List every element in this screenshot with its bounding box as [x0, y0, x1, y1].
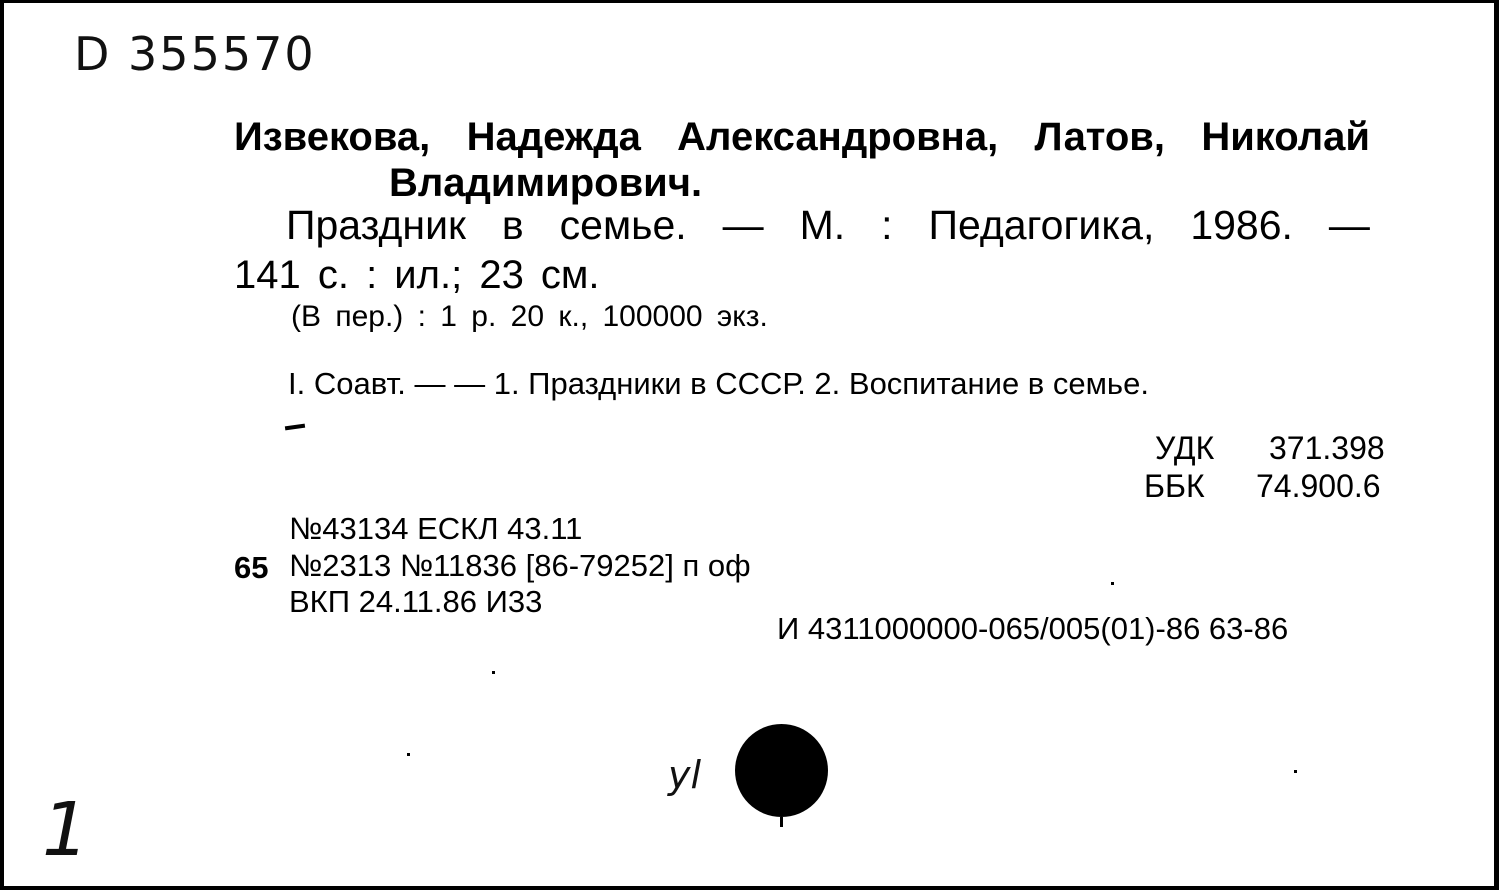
ink-speck	[1111, 582, 1114, 585]
udk-label: УДК	[1155, 430, 1215, 466]
title-word: —	[722, 202, 764, 248]
title-word: в	[501, 202, 524, 248]
author-word: Николай	[1201, 115, 1370, 159]
title-word: семье.	[559, 202, 687, 248]
author-word: Латов,	[1034, 115, 1166, 159]
title-word: М.	[799, 202, 846, 248]
ink-speck	[285, 424, 305, 431]
authors-line-2: Владимирович.	[389, 161, 703, 205]
record-line-3: ВКП 24.11.86 И33	[289, 584, 543, 619]
author-word: Извекова,	[234, 115, 431, 159]
bbk-value: 74.900.6	[1256, 468, 1381, 504]
ink-speck	[492, 671, 495, 674]
handwritten-mark: 1	[42, 787, 90, 873]
handwritten-note: yl	[668, 753, 702, 797]
ink-speck	[407, 753, 410, 756]
record-line-2: №2313 №11836 [86-79252] п оф	[289, 548, 751, 583]
title-word: Педагогика,	[928, 202, 1155, 248]
ink-speck	[1294, 770, 1297, 773]
punch-hole	[735, 724, 828, 817]
isbn-line: И 4311000000-065/005(01)-86 63-86	[777, 611, 1289, 646]
inventory-number: D 355570	[74, 27, 316, 81]
title-word: Праздник	[286, 202, 466, 248]
author-word: Надежда	[466, 115, 641, 159]
ink-speck	[780, 817, 783, 827]
title-word: :	[881, 202, 893, 248]
authors-line-1	[234, 117, 1370, 157]
title-line-1	[286, 202, 1370, 248]
record-line-1: №43134 ЕСКЛ 43.11	[289, 511, 583, 546]
title-line-2: 141 с. : ил.; 23 см.	[234, 253, 600, 297]
title-word: —	[1328, 202, 1370, 248]
record-prefix: 65	[234, 550, 269, 585]
subject-headings: I. Соавт. — — 1. Праздники в СССР. 2. Воспитание в семье.	[288, 366, 1149, 401]
title-word: 1986.	[1190, 202, 1293, 248]
author-word: Александровна,	[677, 115, 999, 159]
udk-value: 371.398	[1269, 430, 1385, 466]
price-line: (В пер.) : 1 р. 20 к., 100000 экз.	[291, 300, 768, 333]
bbk-label: ББК	[1144, 468, 1205, 504]
